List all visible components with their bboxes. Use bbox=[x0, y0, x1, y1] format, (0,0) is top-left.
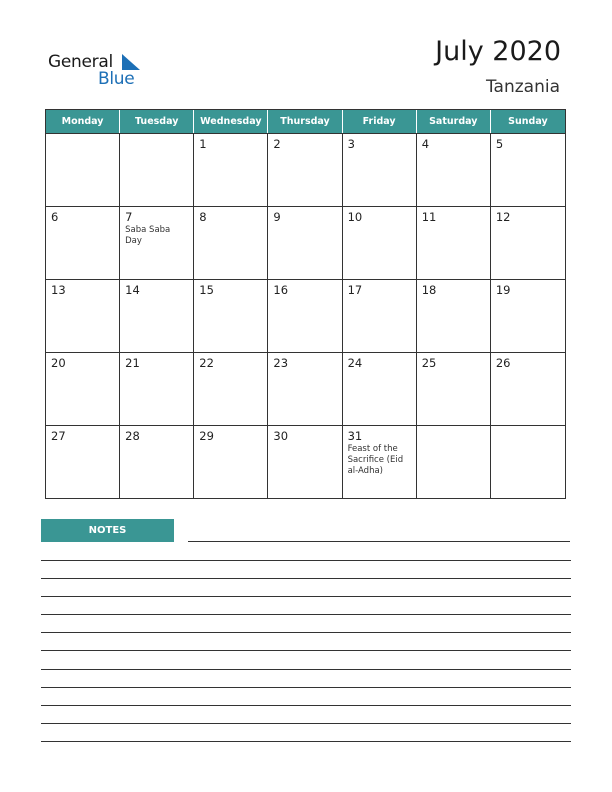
note-line bbox=[41, 705, 571, 706]
note-line bbox=[188, 541, 570, 542]
day-cell bbox=[194, 206, 268, 279]
day-cell bbox=[491, 425, 565, 498]
day-cell bbox=[46, 279, 120, 352]
note-line bbox=[41, 723, 571, 724]
day-number: 24 bbox=[347, 356, 363, 370]
day-number: 17 bbox=[347, 283, 363, 297]
day-number: 1 bbox=[199, 137, 207, 151]
day-cell bbox=[46, 425, 120, 498]
day-cell bbox=[268, 279, 342, 352]
day-number: 27 bbox=[51, 429, 66, 443]
weekday-header: Sunday bbox=[508, 116, 548, 127]
day-number: 2 bbox=[273, 137, 281, 151]
day-cell bbox=[268, 133, 342, 206]
day-number: 4 bbox=[421, 137, 430, 151]
weekday-header-row bbox=[46, 110, 565, 133]
day-cell bbox=[491, 352, 565, 425]
day-cell bbox=[194, 133, 268, 206]
day-cell bbox=[120, 206, 194, 279]
calendar-grid bbox=[45, 109, 566, 499]
weekday-header: Monday bbox=[46, 110, 120, 133]
country-name: Tanzania bbox=[485, 77, 560, 97]
day-grid bbox=[46, 133, 565, 498]
day-cell bbox=[491, 279, 565, 352]
day-number: 25 bbox=[421, 356, 437, 370]
day-cell bbox=[491, 206, 565, 279]
day-cell bbox=[120, 279, 194, 352]
note-line bbox=[41, 614, 571, 615]
day-cell bbox=[417, 425, 491, 498]
weekday-header: Saturday bbox=[417, 110, 491, 133]
note-line bbox=[41, 578, 571, 579]
day-cell bbox=[268, 206, 342, 279]
day-number: 15 bbox=[199, 283, 214, 297]
day-number: 20 bbox=[51, 356, 66, 370]
day-cell bbox=[194, 279, 268, 352]
weekday-header: Thursday bbox=[268, 110, 342, 133]
day-cell bbox=[343, 425, 417, 498]
note-line bbox=[41, 687, 571, 688]
note-line bbox=[41, 560, 571, 561]
day-cell bbox=[46, 133, 120, 206]
brand-blue: Blue bbox=[98, 69, 135, 89]
day-number: 6 bbox=[51, 210, 59, 224]
weekday-header: Friday bbox=[343, 110, 417, 133]
day-number: 29 bbox=[199, 429, 214, 443]
notes-label: NOTES bbox=[41, 519, 174, 542]
day-cell bbox=[491, 133, 565, 206]
brand-logo bbox=[48, 52, 158, 92]
day-number: 14 bbox=[125, 283, 140, 297]
day-number: 26 bbox=[495, 356, 511, 370]
day-cell bbox=[343, 279, 417, 352]
day-cell bbox=[417, 133, 491, 206]
day-number: 23 bbox=[273, 356, 289, 370]
day-cell bbox=[268, 425, 342, 498]
day-number: 22 bbox=[199, 356, 214, 370]
weekday-header: Wednesday bbox=[194, 110, 268, 133]
day-cell bbox=[194, 425, 268, 498]
page-title: July 2020 bbox=[435, 36, 561, 67]
day-cell bbox=[417, 206, 491, 279]
note-line bbox=[41, 650, 571, 651]
day-cell bbox=[268, 352, 342, 425]
day-number: 13 bbox=[51, 283, 66, 297]
day-number: 10 bbox=[347, 210, 363, 224]
day-cell bbox=[343, 206, 417, 279]
day-number: 28 bbox=[125, 429, 140, 443]
day-cell bbox=[343, 133, 417, 206]
day-number: 30 bbox=[273, 429, 289, 443]
brand-general: General bbox=[48, 52, 113, 72]
day-cell bbox=[46, 352, 120, 425]
note-line bbox=[41, 669, 571, 670]
day-cell bbox=[120, 352, 194, 425]
weekday-header: Tuesday bbox=[120, 110, 194, 133]
day-cell bbox=[417, 352, 491, 425]
note-line bbox=[41, 596, 571, 597]
day-number: 19 bbox=[495, 283, 511, 297]
holiday-event: Feast of the Sacrifice (Eid al-Adha) bbox=[347, 444, 404, 476]
day-cell bbox=[343, 352, 417, 425]
day-number: 18 bbox=[421, 283, 437, 297]
day-number: 7 bbox=[125, 210, 133, 224]
day-number: 8 bbox=[199, 210, 207, 224]
day-number: 31 bbox=[347, 429, 363, 443]
day-number: 3 bbox=[347, 137, 355, 151]
day-number: 16 bbox=[273, 283, 289, 297]
day-cell bbox=[120, 133, 194, 206]
day-number: 9 bbox=[273, 210, 281, 224]
holiday-event: Saba Saba Day bbox=[125, 225, 171, 246]
day-cell bbox=[417, 279, 491, 352]
day-number: 12 bbox=[495, 210, 511, 224]
note-line bbox=[41, 632, 571, 633]
day-cell bbox=[46, 206, 120, 279]
day-number: 21 bbox=[125, 356, 140, 370]
day-cell bbox=[194, 352, 268, 425]
day-cell bbox=[120, 425, 194, 498]
note-line bbox=[41, 741, 571, 742]
day-number: 11 bbox=[421, 210, 437, 224]
day-number: 5 bbox=[495, 137, 504, 151]
